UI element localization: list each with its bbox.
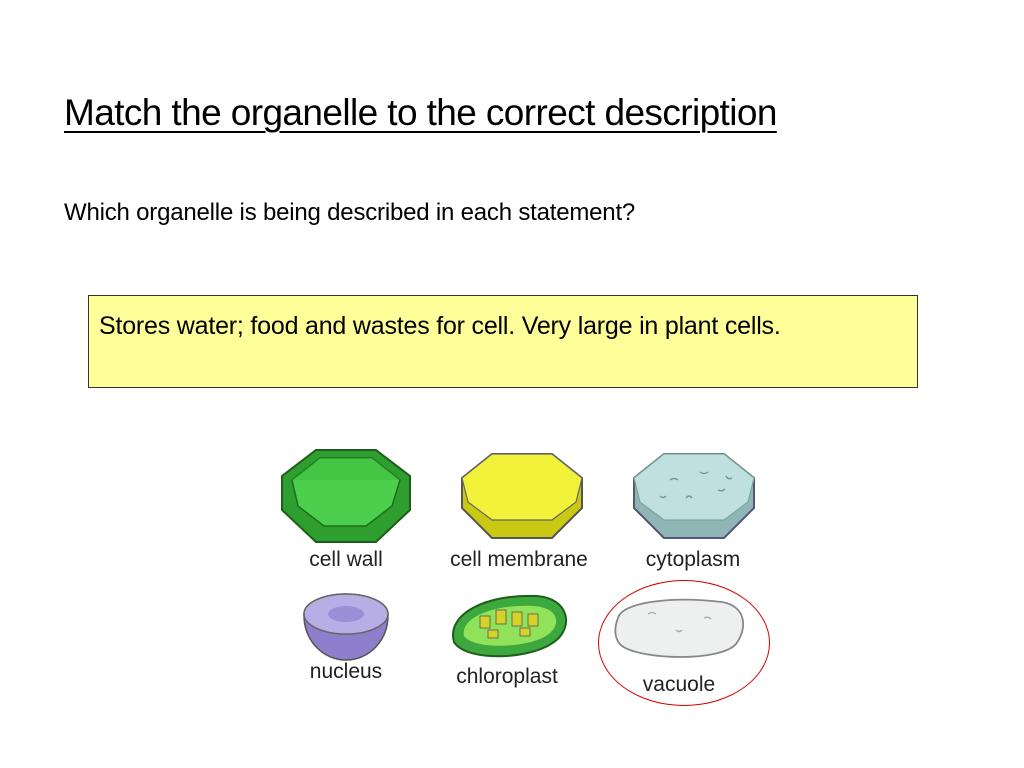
slide-title: Match the organelle to the correct description	[64, 92, 777, 133]
organelle-label-cell-wall: cell wall	[309, 548, 383, 571]
organelle-label-nucleus: nucleus	[309, 660, 383, 683]
answer-highlight-circle	[598, 580, 770, 706]
slide-question: Which organelle is being described in each statement?	[64, 199, 636, 226]
cell-wall-icon	[280, 448, 412, 544]
cell-membrane-icon	[458, 450, 586, 542]
organelle-label-vacuole: vacuole	[642, 673, 716, 696]
statement-box: Stores water; food and wastes for cell. Very large in plant cells.	[88, 295, 918, 388]
nucleus-icon	[300, 582, 392, 662]
cytoplasm-icon	[630, 450, 758, 542]
organelle-label-cell-membrane: cell membrane	[450, 548, 588, 571]
organelle-label-cytoplasm: cytoplasm	[645, 548, 741, 571]
organelle-label-chloroplast: chloroplast	[456, 665, 558, 688]
chloroplast-icon	[446, 590, 574, 662]
